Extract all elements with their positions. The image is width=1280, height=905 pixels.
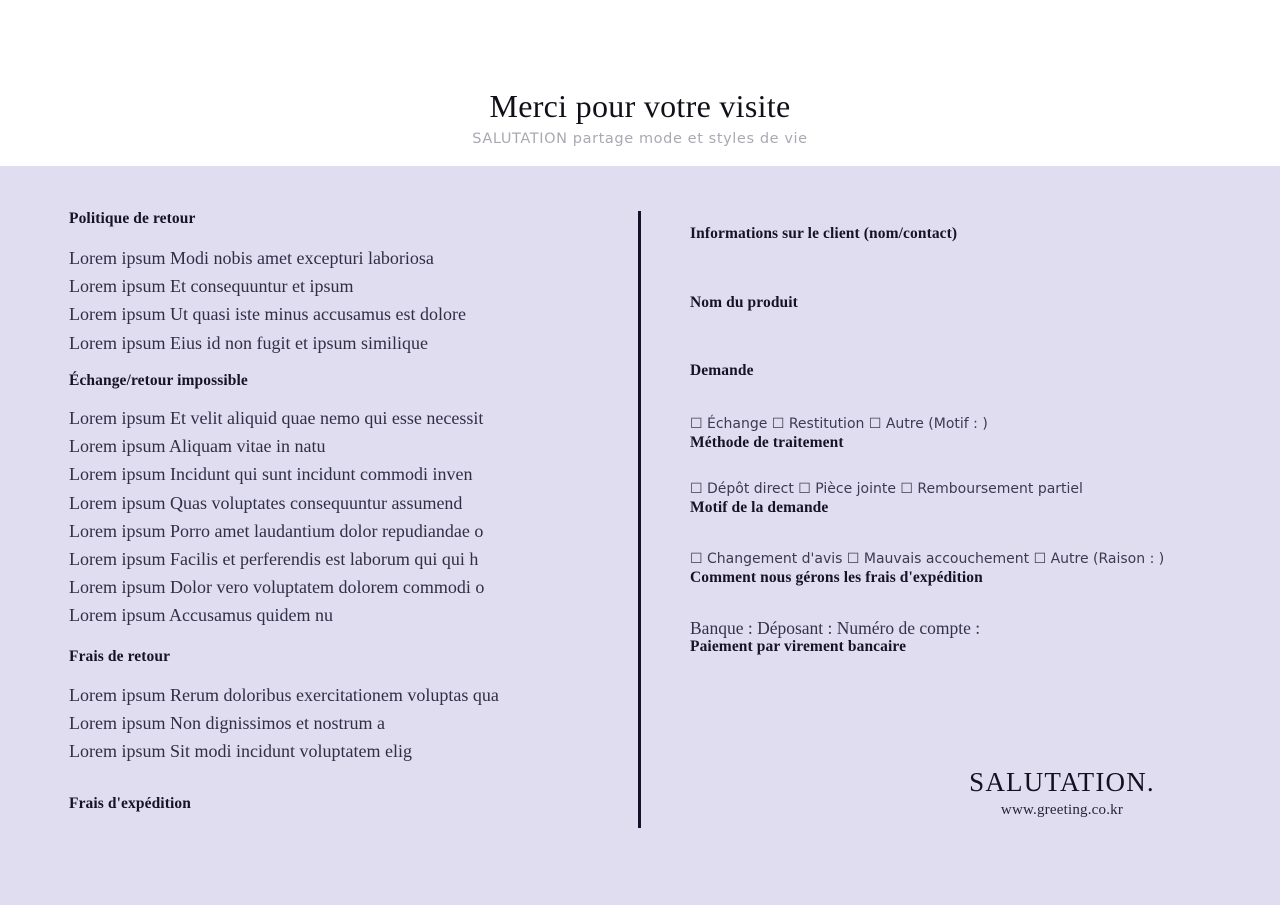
checkbox-options-request-reason[interactable]: ☐ Dépôt direct ☐ Pièce jointe ☐ Remboursement partiel	[690, 481, 1083, 497]
policy-line: Lorem ipsum Incidunt qui sunt incidunt commodi inven	[69, 464, 473, 485]
field-label: Comment nous gérons les frais d'expédition	[690, 569, 983, 586]
brand-url[interactable]: www.greeting.co.kr	[1000, 801, 1124, 818]
section-return-fees	[69, 648, 569, 766]
field-label: Motif de la demande	[690, 499, 829, 516]
field-shipping-fee-handling	[690, 549, 1235, 587]
policy-line: Lorem ipsum Aliquam vitae in natu	[69, 436, 326, 457]
policy-line: Lorem ipsum Accusamus quidem nu	[69, 605, 333, 626]
section-heading: Échange/retour impossible	[69, 372, 248, 389]
field-label: Paiement par virement bancaire	[690, 638, 907, 655]
brand-footer	[922, 768, 1202, 819]
field-label: Demande	[690, 362, 754, 379]
policy-line: Lorem ipsum Et velit aliquid quae nemo qui esse necessit	[69, 408, 484, 428]
section-heading: Frais de retour	[69, 648, 171, 665]
field-processing-method	[690, 414, 1235, 452]
brand-name: SALUTATION.	[969, 767, 1155, 797]
policy-line: Lorem ipsum Sit modi incidunt voluptatem elig	[69, 741, 412, 762]
field-request	[690, 362, 1235, 380]
policy-line: Lorem ipsum Eius id non fugit et ipsum similique	[69, 332, 428, 353]
page-subtitle: SALUTATION partage mode et styles de vie	[472, 131, 808, 147]
checkbox-options-shipping-fee[interactable]: ☐ Changement d'avis ☐ Mauvais accouchement ☐ Autre (Raison : )	[690, 551, 1165, 567]
section-shipping-fees	[69, 795, 569, 813]
field-request-reason	[690, 479, 1235, 517]
field-label: Informations sur le client (nom/contact)	[690, 225, 958, 242]
field-customer-info	[690, 225, 1235, 243]
bank-transfer-details[interactable]: Banque : Déposant : Numéro de compte :	[690, 618, 981, 638]
section-heading: Politique de retour	[69, 210, 196, 227]
policy-line: Lorem ipsum Ut quasi iste minus accusamus est dolore	[69, 304, 466, 325]
document-body	[0, 166, 1280, 905]
policy-line: Lorem ipsum Rerum doloribus exercitationem voluptas qua	[69, 685, 499, 705]
policy-line: Lorem ipsum Porro amet laudantium dolor repudiandae o	[69, 520, 484, 541]
column-divider	[638, 211, 641, 828]
policy-line: Lorem ipsum Dolor vero voluptatem dolorem commodi o	[69, 577, 485, 598]
field-label: Nom du produit	[690, 294, 798, 311]
field-bank-transfer	[690, 618, 1235, 656]
section-return-policy	[69, 210, 549, 357]
field-product-name	[690, 294, 1235, 312]
return-policy-column	[69, 210, 614, 870]
policy-line: Lorem ipsum Modi nobis amet excepturi laboriosa	[69, 248, 434, 268]
section-heading: Frais d'expédition	[69, 795, 191, 812]
policy-line: Lorem ipsum Quas voluptates consequuntur assumend	[69, 492, 463, 513]
policy-line: Lorem ipsum Et consequuntur et ipsum	[69, 276, 354, 297]
policy-line: Lorem ipsum Non dignissimos et nostrum a	[69, 713, 385, 734]
checkbox-options-processing-method[interactable]: ☐ Échange ☐ Restitution ☐ Autre (Motif : )	[690, 416, 988, 432]
section-exchange-impossible	[69, 372, 539, 630]
page-title: Merci pour votre visite	[489, 88, 791, 124]
field-label: Méthode de traitement	[690, 434, 844, 451]
page-header	[0, 0, 1280, 166]
policy-line: Lorem ipsum Facilis et perferendis est laborum qui qui h	[69, 549, 479, 570]
